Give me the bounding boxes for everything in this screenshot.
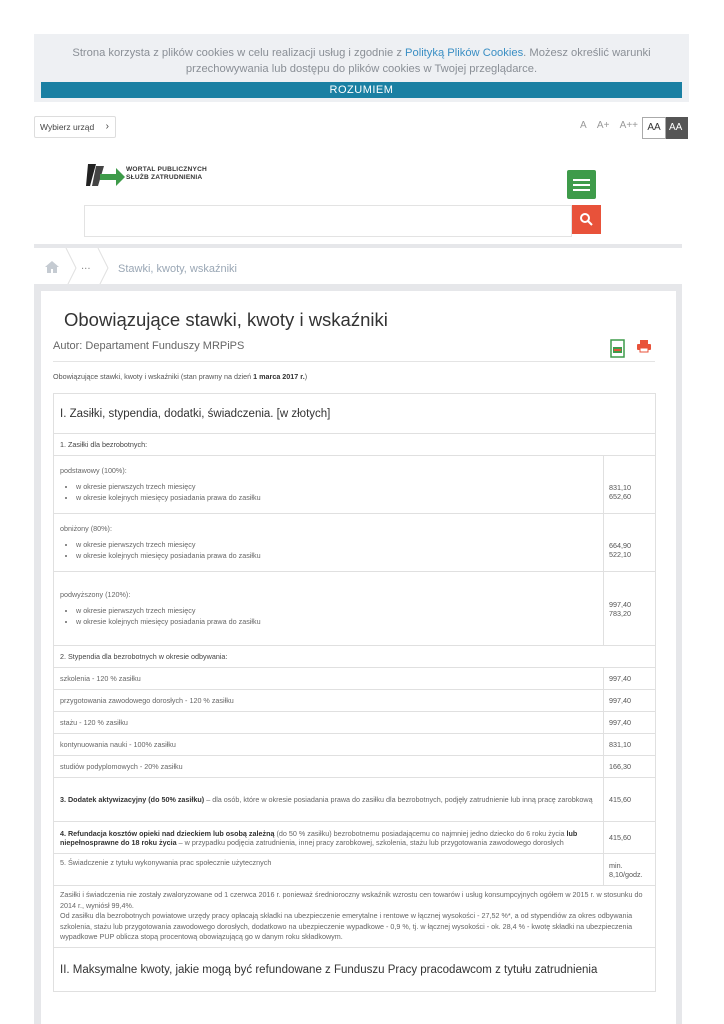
benefit-label: podstawowy (100%): [60,466,127,475]
page-title: Obowiązujące stawki, kwoty i wskaźniki [64,309,388,330]
item-bold-text: lub niepełnosprawne do 18 roku życia [60,828,578,847]
search-icon [572,205,601,234]
table-row [54,668,656,690]
contrast-normal-button[interactable]: AA [642,117,666,139]
font-size-controls [580,120,646,131]
value: 652,60 [609,491,631,501]
table-cell [54,778,604,822]
site-logo[interactable] [86,162,216,188]
menu-button[interactable] [567,170,596,199]
search-box [84,205,572,237]
table-cell: przygotowania zawodowego dorosłych - 120 % zasiłku [54,690,604,712]
table-cell-value: min. 8,10/godz. [604,854,656,886]
font-size-medium-button[interactable]: A+ [596,120,610,131]
breadcrumb-ellipsis[interactable]: ... [81,261,91,272]
table-row [54,712,656,734]
breadcrumb [34,248,682,288]
chevron-right-icon: › [105,121,109,132]
author-divider [53,361,655,362]
table-cell-value: 831,10 [604,734,656,756]
table-row [54,734,656,756]
table-row [54,756,656,778]
table-row [54,854,656,886]
list-item: • w okresie pierwszych trzech miesięcy [76,605,597,616]
table-cell: szkolenia - 120 % zasiłku [54,668,604,690]
table-row [54,778,656,822]
breadcrumb-current: Stawki, kwoty, wskaźniki [118,263,237,275]
value: 522,10 [609,549,631,559]
item-text: – w przypadku podjęcia zatrudnienia, innej pracy zarobkowej, szkolenia, stażu lub przygotowania zawodowego dorosłych [176,837,564,847]
table-cell [54,456,604,514]
table-row [54,690,656,712]
pdf-icon[interactable] [610,339,626,359]
hamburger-icon-line [573,189,590,191]
item-title: 4. Refundacja kosztów opieki nad dzieckiem lub osobą zależną [60,828,275,838]
logo-line1: WORTAL PUBLICZNYCH [126,166,208,173]
table-cell: 5. Świadczenie z tytułu wykonywania prac społecznie użytecznych [54,854,604,886]
article-intro [53,372,307,381]
table-row [54,456,656,514]
table-row [54,822,656,854]
note-paragraph: Od zasiłku dla bezrobotnych powiatowe urzędy pracy opłacają składki na ubezpieczenie emerytalne i rentowe w łącznej wysokości - 27,52 %*, a od stypendiów za okres odbywania szkolenia, stażu lub przygotowania zawodowego dorosłych, dodatkowo na ubezpieczenie wypadkowe - 0,9 %, tj. w łącznej wysokości - ok. 28,4 % - kwotę składki na ubezpieczenia wypadkowe PUP oblicza stopą procentową obowiązującą go w danym roku składkowym. [60,911,633,942]
item-text: (do 50 % zasiłku) bezrobotnemu posiadającemu co najmniej jedno dziecko do 6 roku życia [274,828,567,838]
intro-suffix: ) [304,372,308,381]
hamburger-icon [573,179,590,181]
table-cell: kontynuowania nauki - 100% zasiłku [54,734,604,756]
font-size-large-button[interactable]: A++ [619,120,639,131]
benefit-label: podwyższony (120%): [60,590,131,599]
logo-mark-icon [86,162,126,188]
list-item: • w okresie kolejnych miesięcy posiadania prawa do zasiłku [76,616,597,627]
logo-line2: SŁUŻB ZATRUDNIENIA [126,174,203,181]
note-paragraph: Zasiłki i świadczenia nie zostały zwaloryzowane od 1 czerwca 2016 r. ponieważ średnioroczny wskaźnik wzrostu cen towarów i usług konsumpcyjnych ogółem w 2015 r. w stosunku do 2014 r., wyniósł 99,4%. [60,890,643,910]
table-cell-value [604,456,656,514]
cookie-policy-link[interactable]: Polityką Plików Cookies [405,47,524,59]
table-cell: stażu - 120 % zasiłku [54,712,604,734]
table-cell-value: 997,40 [604,690,656,712]
breadcrumb-separator-icon [64,248,78,288]
hamburger-icon-line [573,184,590,186]
table-cell-value: 415,60 [604,778,656,822]
table-row [54,572,656,646]
table-cell-value [604,514,656,572]
item-text: – dla osób, które w okresie posiadania prawa do zasiłku dla bezrobotnych, podjęły zatrudnienie lub inną pracę zarobkową [204,795,593,804]
value: 664,90 [609,540,631,550]
office-select[interactable] [34,116,116,138]
section-heading: II. Maksymalne kwoty, jakie mogą być refundowane z Funduszu Pracy pracodawcom z tytułu zatrudnienia [54,948,656,992]
table-cell-value: 997,40 [604,668,656,690]
cookie-text [34,45,689,77]
cookie-banner [34,34,689,102]
list-item: • w okresie pierwszych trzech miesięcy [76,481,597,492]
search-input[interactable] [85,206,571,236]
cookie-accept-button[interactable]: ROZUMIEM [41,82,682,98]
intro-date: 1 marca 2017 r. [253,372,305,381]
table-cell [54,822,604,854]
table-row [54,434,656,456]
section-heading: I. Zasiłki, stypendia, dodatki, świadczenia. [w złotych] [54,394,656,434]
table-row [54,394,656,434]
font-size-small-button[interactable]: A [580,120,587,131]
table-cell-value: 997,40 [604,712,656,734]
value: 783,20 [609,608,631,618]
rates-table [53,393,656,992]
print-icon[interactable] [636,339,652,353]
table-row [54,948,656,992]
contrast-controls [642,117,690,139]
table-row [54,514,656,572]
cookie-text-after: . Możesz określić warunki przechowywania lub dostępu do plików cookies w Twojej przeglądarce. [185,47,651,75]
article-author: Autor: Departament Funduszy MRPiPS [53,340,245,352]
list-item: • w okresie pierwszych trzech miesięcy [76,539,597,550]
intro-prefix: Obowiązujące stawki, kwoty i wskaźniki (stan prawny na dzień [53,372,254,381]
office-select-label: Wybierz urząd [40,122,95,132]
table-cell-value [604,572,656,646]
contrast-high-button[interactable]: AA [666,117,688,139]
item-title: 3. Dodatek aktywizacyjny (do 50% zasiłku) [60,795,205,804]
cookie-text-before: Strona korzysta z plików cookies w celu realizacji usług i zgodnie z [72,47,406,59]
search-button[interactable] [572,205,601,234]
value: 831,10 [609,482,631,492]
table-cell [54,514,604,572]
list-item: • w okresie kolejnych miesięcy posiadania prawa do zasiłku [76,550,597,561]
list-item: • w okresie kolejnych miesięcy posiadania prawa do zasiłku [76,492,597,503]
value: 997,40 [609,599,631,609]
table-note [54,886,656,948]
table-cell-value: 415,60 [604,822,656,854]
breadcrumb-separator-icon [96,248,110,288]
benefit-label: obniżony (80%): [60,524,112,533]
table-cell: studiów podyplomowych - 20% zasiłku [54,756,604,778]
home-icon[interactable] [44,260,60,274]
table-cell-value: 166,30 [604,756,656,778]
table-cell [54,572,604,646]
subsection-heading: 1. Zasiłki dla bezrobotnych: [54,434,656,456]
subsection-heading: 2. Stypendia dla bezrobotnych w okresie odbywania: [54,646,656,668]
logo-text [126,166,207,182]
table-row [54,646,656,668]
table-row [54,886,656,948]
